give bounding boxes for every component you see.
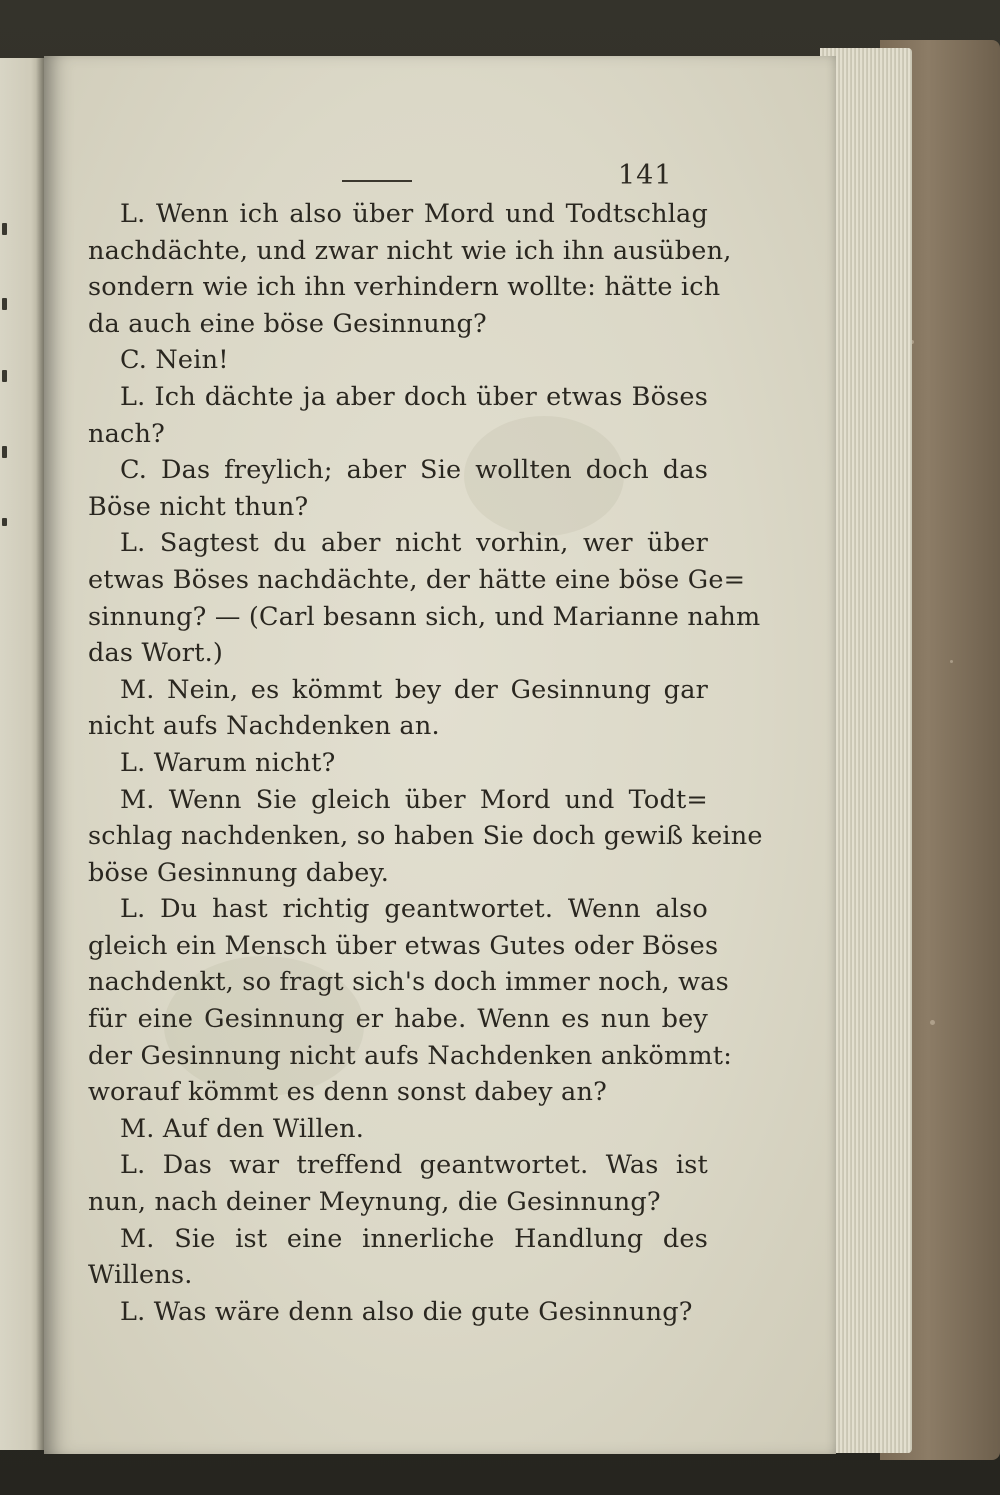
text-line: sondern wie ich ihn verhindern wollte: hätte ich — [88, 272, 721, 303]
text-line: L. Was wäre denn also die gute Gesinnung? — [120, 1296, 693, 1327]
text-line: M. Auf den Willen. — [120, 1113, 365, 1144]
text-line: Böse nicht thun? — [88, 491, 309, 522]
running-head — [44, 160, 836, 194]
text-line: C. Nein! — [120, 345, 229, 376]
page-text — [88, 196, 763, 1330]
text-line: etwas Böses nachdächte, der hätte eine böse Ge= — [88, 564, 746, 595]
text-line: für eine Gesinnung er habe. Wenn es nun bey — [88, 1004, 708, 1035]
text-line: L. Warum nicht? — [120, 747, 336, 778]
text-line: worauf kömmt es denn sonst dabey an? — [88, 1077, 607, 1108]
text-line: M. Wenn Sie gleich über Mord und Todt= — [120, 784, 708, 815]
text-line: nicht aufs Nachdenken an. — [88, 711, 440, 742]
text-line: da auch eine böse Gesinnung? — [88, 308, 487, 339]
text-line: nachdenkt, so fragt sich's doch immer noch, was — [88, 967, 729, 998]
text-line: schlag nachdenken, so haben Sie doch gewiß keine — [88, 821, 763, 852]
page-number: 141 — [618, 160, 673, 191]
text-line: L. Ich dächte ja aber doch über etwas Böses — [120, 381, 708, 412]
previous-page-edge — [0, 58, 46, 1450]
text-line: nun, nach deiner Meynung, die Gesinnung? — [88, 1187, 661, 1218]
book-page — [44, 56, 836, 1454]
text-line: M. Sie ist eine innerliche Handlung des — [120, 1223, 708, 1254]
text-line: gleich ein Mensch über etwas Gutes oder Böses — [88, 930, 719, 961]
text-line: C. Das freylich; aber Sie wollten doch das — [120, 455, 708, 486]
text-line: das Wort.) — [88, 638, 224, 669]
text-line: M. Nein, es kömmt bey der Gesinnung gar — [120, 674, 708, 705]
text-line: sinnung? — (Carl besann sich, und Marianne nahm — [88, 601, 761, 632]
text-line: böse Gesinnung dabey. — [88, 857, 390, 888]
header-rule — [342, 180, 412, 182]
text-line: nachdächte, und zwar nicht wie ich ihn ausüben, — [88, 235, 732, 266]
text-line: nach? — [88, 418, 166, 449]
text-line: L. Das war treffend geantwortet. Was ist — [120, 1150, 708, 1181]
text-line: L. Wenn ich also über Mord und Todtschlag — [120, 199, 708, 229]
text-line: L. Sagtest du aber nicht vorhin, wer über — [120, 528, 708, 559]
text-line: Willens. — [88, 1260, 193, 1291]
text-line: L. Du hast richtig geantwortet. Wenn also — [120, 894, 708, 925]
text-line: der Gesinnung nicht aufs Nachdenken ankömmt: — [88, 1040, 732, 1071]
